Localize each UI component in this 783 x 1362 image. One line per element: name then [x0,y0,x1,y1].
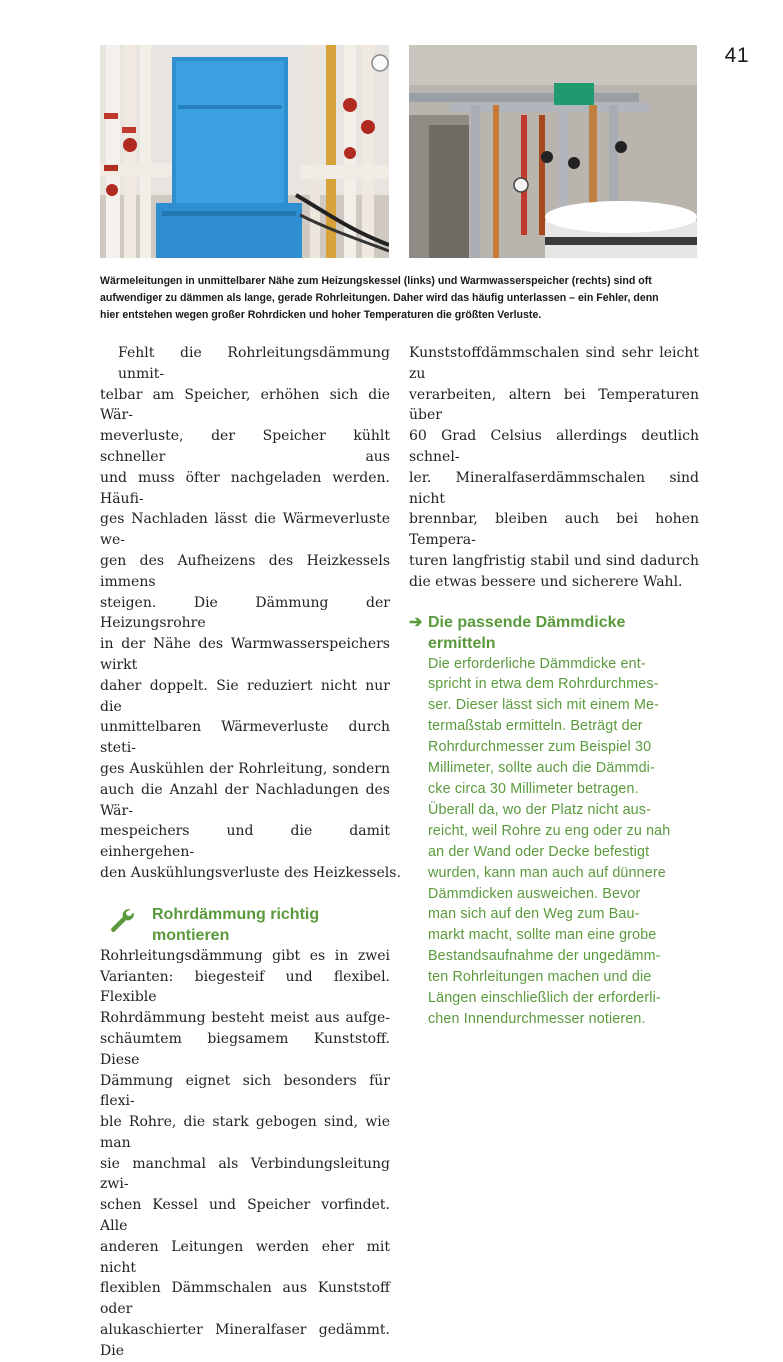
text-line: flexiblen Dämmschalen aus Kunststoff oder [100,1280,390,1318]
text-line: alukaschierter Mineralfaser gedämmt. Die [100,1322,390,1359]
text-line: ler. Mineralfaserdämmschalen sind nicht [409,469,699,507]
text-line: ges Auskühlen der Rohrleitung, sondern [100,760,390,777]
tip-heading [409,612,699,654]
text-line: 60 Grad Celsius allerdings deutlich schnel- [409,428,699,465]
text-line: in der Nähe des Warmwasserspeichers wirkt [100,636,390,673]
heading-line: Rohrdämmung richtig [152,905,320,923]
text-line: ble Rohre, die stark gebogen sind, wie man [100,1114,390,1151]
heading-line: montieren [152,926,230,944]
text-line: telbar am Speicher, erhöhen sich die Wär- [100,386,390,424]
insulation-comparison-paragraph [409,343,699,593]
tip-line: Bestandsaufnahme der ungedämm- [428,948,661,965]
page-number: 41 [724,44,749,67]
tip-line: chen Innendurchmesser notieren. [428,1010,646,1027]
right-column [409,343,699,1030]
tip-text [409,654,699,1030]
tip-heading-line: ermitteln [428,634,496,652]
text-line: daher doppelt. Sie reduziert nicht nur die [100,677,390,715]
tip-line: Die erforderliche Dämmdicke ent- [428,655,646,672]
text-line: meverluste, der Speicher kühlt schneller aus [100,428,390,465]
text-line: verarbeiten, altern bei Temperaturen über [409,386,699,424]
text-line: sie manchmal als Verbindungsleitung zwi- [100,1155,390,1193]
tip-line: reicht, weil Rohre zu eng oder zu nah [428,822,671,839]
text-line: mespeichers und die damit einhergehen- [100,823,390,861]
tip-line: Überall da, wo der Platz nicht aus- [428,801,651,818]
text-line: anderen Leitungen werden eher mit nicht [100,1238,390,1276]
tip-line: an der Wand oder Decke befestigt [428,843,650,860]
tip-line: Rohrdurchmesser zum Beispiel 30 [428,739,652,756]
wrench-icon [108,906,136,934]
tip-line: man sich auf den Weg zum Bau- [428,906,640,923]
section-heading [100,904,390,946]
caption-line: aufwendiger zu dämmen als lange, gerade Rohrleitungen. Daher wird das häufig unterlassen – ein Fehler, denn [100,292,659,304]
tip-line: ten Rohrleitungen machen und die [428,969,652,986]
tip-line: Dämmdicken ausweichen. Bevor [428,885,641,902]
text-line: auch die Anzahl der Nachladungen des Wär- [100,781,390,819]
insulation-paragraph [100,946,390,1362]
tip-heading-text: Die passende Dämmdicke [428,613,626,631]
boiler-photo [100,45,389,258]
text-line: Varianten: biegesteif und flexibel. Flexible [100,968,390,1006]
photo-caption [100,273,700,324]
text-line: gen des Aufheizens des Heizkessels immens [100,552,390,590]
text-line: schäumtem biegsamem Kunststoff. Diese [100,1030,390,1068]
tip-line: ser. Dieser lässt sich mit einem Me- [428,697,660,714]
hot-water-tank-photo [409,45,697,258]
tip-line: wurden, kann man auch auf dünnere [428,864,666,881]
intro-paragraph [100,343,401,884]
text-line: die etwas bessere und sicherere Wahl. [409,573,683,590]
arrow-right-icon: ➔ [409,613,423,631]
text-line: brennbar, bleiben auch bei hohen Tempera- [409,511,699,549]
tip-heading-line [409,612,699,633]
caption-line: Wärmeleitungen in unmittelbarer Nähe zum Heizungskessel (links) und Warmwasserspeicher (rechts) sind oft [100,275,652,287]
tip-line: markt macht, sollte man eine grobe [428,927,657,944]
tip-line: spricht in etwa dem Rohrdurchmes- [428,676,659,693]
left-column [100,343,401,1362]
text-line: turen langfristig stabil und sind dadurch [409,552,699,569]
caption-line: hier entstehen wegen großer Rohrdicken und hoher Temperaturen die größten Verluste. [100,309,542,321]
text-line: Fehlt die Rohrleitungsdämmung unmit- [118,345,390,382]
text-line: unmittelbaren Wärmeverluste durch steti- [100,719,390,757]
tip-line: cke circa 30 Millimeter betragen. [428,781,639,797]
text-line: Rohrleitungsdämmung gibt es in zwei [100,947,390,964]
text-line: Kunststoffdämmschalen sind sehr leicht zu [409,345,699,382]
tip-line: Millimeter, sollte auch die Dämmdi- [428,760,655,777]
text-line: den Auskühlungsverluste des Heizkessels. [100,864,401,881]
text-line: schen Kessel und Speicher vorfindet. Alle [100,1197,390,1235]
text-line: steigen. Die Dämmung der Heizungsrohre [100,594,390,632]
text-line: ges Nachladen lässt die Wärmeverluste we- [100,511,390,549]
tip-line: termaßstab ermitteln. Beträgt der [428,718,643,735]
text-line: Dämmung eignet sich besonders für flexi- [100,1072,390,1110]
text-line: Rohrdämmung besteht meist aus aufge- [100,1010,390,1027]
tip-line: Längen einschließlich der erforderli- [428,990,661,1007]
text-line: und muss öfter nachgeladen werden. Häufi- [100,469,390,507]
